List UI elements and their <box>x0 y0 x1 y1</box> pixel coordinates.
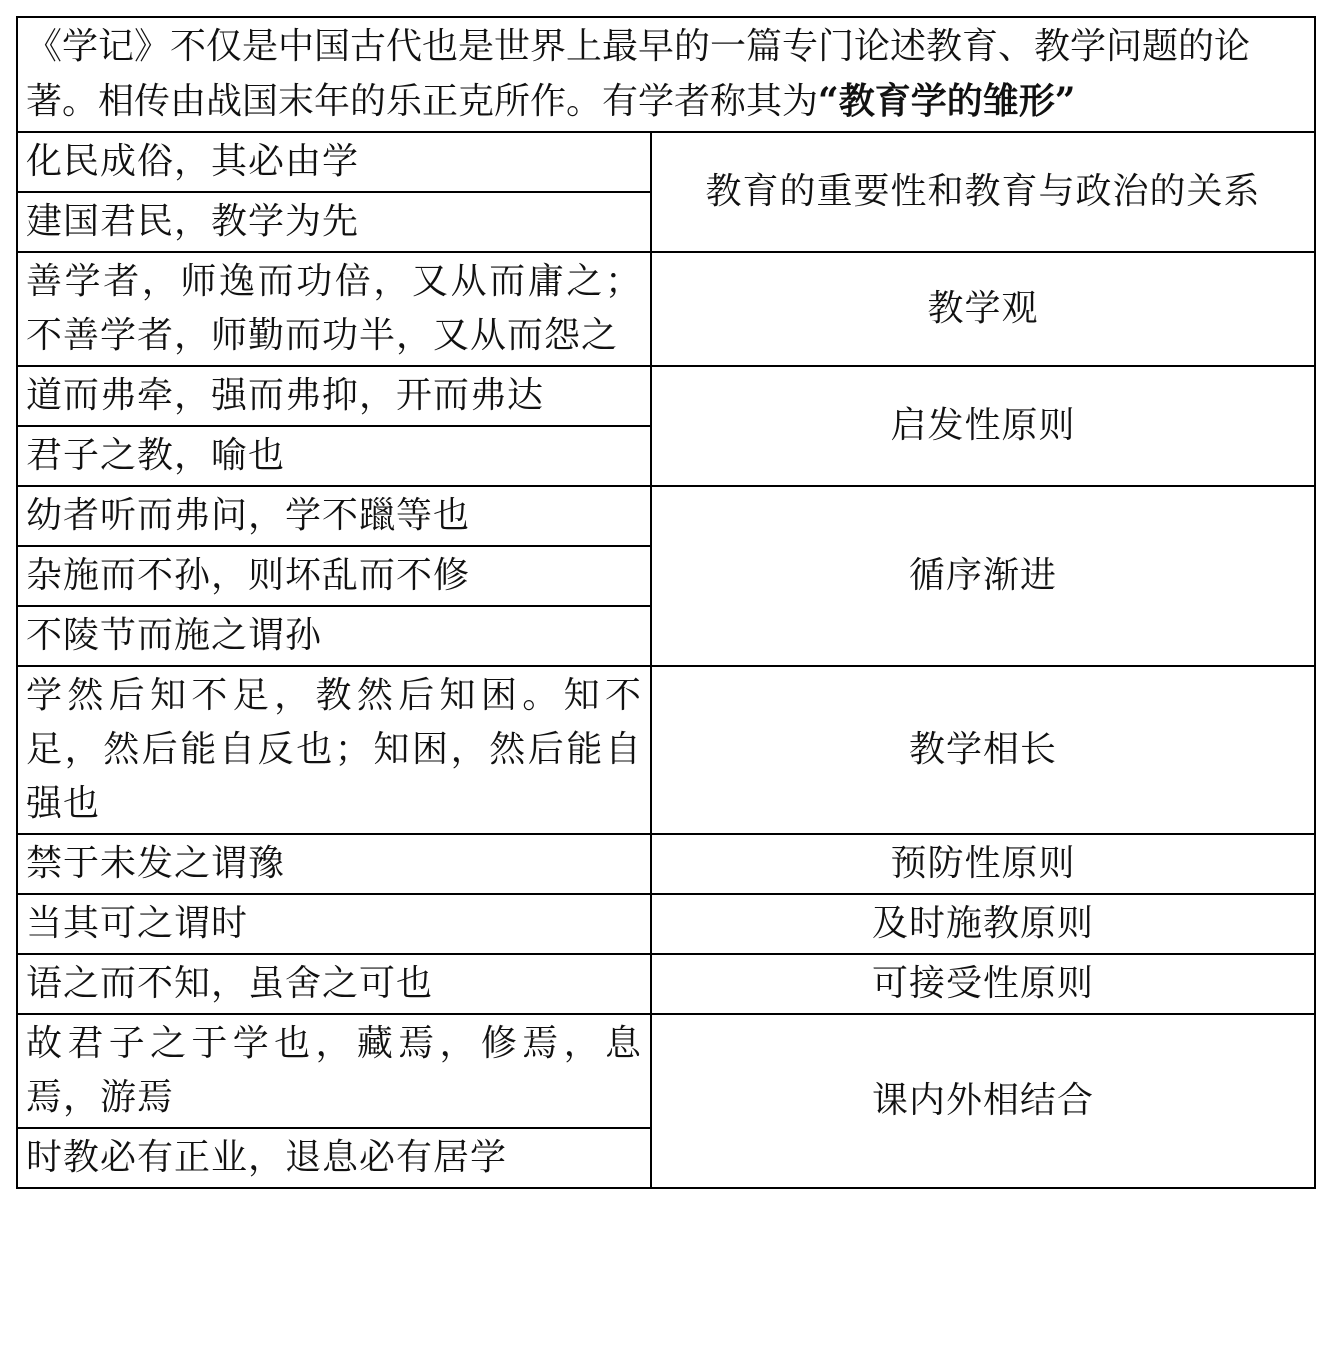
meaning-cell: 教学观 <box>651 252 1315 366</box>
quote-cell: 禁于未发之谓豫 <box>17 834 651 894</box>
meaning-cell: 教学相长 <box>651 666 1315 834</box>
meaning-cell: 启发性原则 <box>651 366 1315 486</box>
meaning-cell: 课内外相结合 <box>651 1014 1315 1188</box>
quote-cell: 不陵节而施之谓孙 <box>17 606 651 666</box>
quote-cell: 道而弗牵，强而弗抑，开而弗达 <box>17 366 651 426</box>
table-row <box>17 894 1315 954</box>
meaning-cell: 循序渐进 <box>651 486 1315 666</box>
meaning-cell: 教育的重要性和教育与政治的关系 <box>651 132 1315 252</box>
table-row <box>17 954 1315 1014</box>
quote-cell: 君子之教，喻也 <box>17 426 651 486</box>
table-row <box>17 666 1315 834</box>
intro-cell <box>17 17 1315 132</box>
quote-cell: 建国君民，教学为先 <box>17 192 651 252</box>
meaning-cell: 预防性原则 <box>651 834 1315 894</box>
quote-cell: 故君子之于学也，藏焉，修焉，息焉，游焉 <box>17 1014 651 1128</box>
table-row <box>17 486 1315 546</box>
table-row <box>17 252 1315 366</box>
intro-row <box>17 17 1315 132</box>
intro-text: 《学记》不仅是中国古代也是世界上最早的一篇专门论述教育、教学问题的论著。相传由战国末年的乐正克所作。有学者称其为 <box>26 26 1251 122</box>
xueji-table <box>16 16 1316 1189</box>
table-row <box>17 1014 1315 1128</box>
quote-cell: 学然后知不足，教然后知困。知不足，然后能自反也；知困，然后能自强也 <box>17 666 651 834</box>
quote-cell: 善学者，师逸而功倍，又从而庸之；不善学者，师勤而功半，又从而怨之 <box>17 252 651 366</box>
quote-cell: 语之而不知，虽舍之可也 <box>17 954 651 1014</box>
quote-cell: 幼者听而弗问，学不躐等也 <box>17 486 651 546</box>
meaning-cell: 及时施教原则 <box>651 894 1315 954</box>
quote-cell: 时教必有正业，退息必有居学 <box>17 1128 651 1188</box>
quote-cell: 杂施而不孙，则坏乱而不修 <box>17 546 651 606</box>
quote-cell: 当其可之谓时 <box>17 894 651 954</box>
table-row <box>17 366 1315 426</box>
meaning-cell: 可接受性原则 <box>651 954 1315 1014</box>
intro-bold-text: “教育学的雏形” <box>818 80 1076 122</box>
quote-cell: 化民成俗，其必由学 <box>17 132 651 192</box>
table-row <box>17 834 1315 894</box>
table-row <box>17 132 1315 192</box>
